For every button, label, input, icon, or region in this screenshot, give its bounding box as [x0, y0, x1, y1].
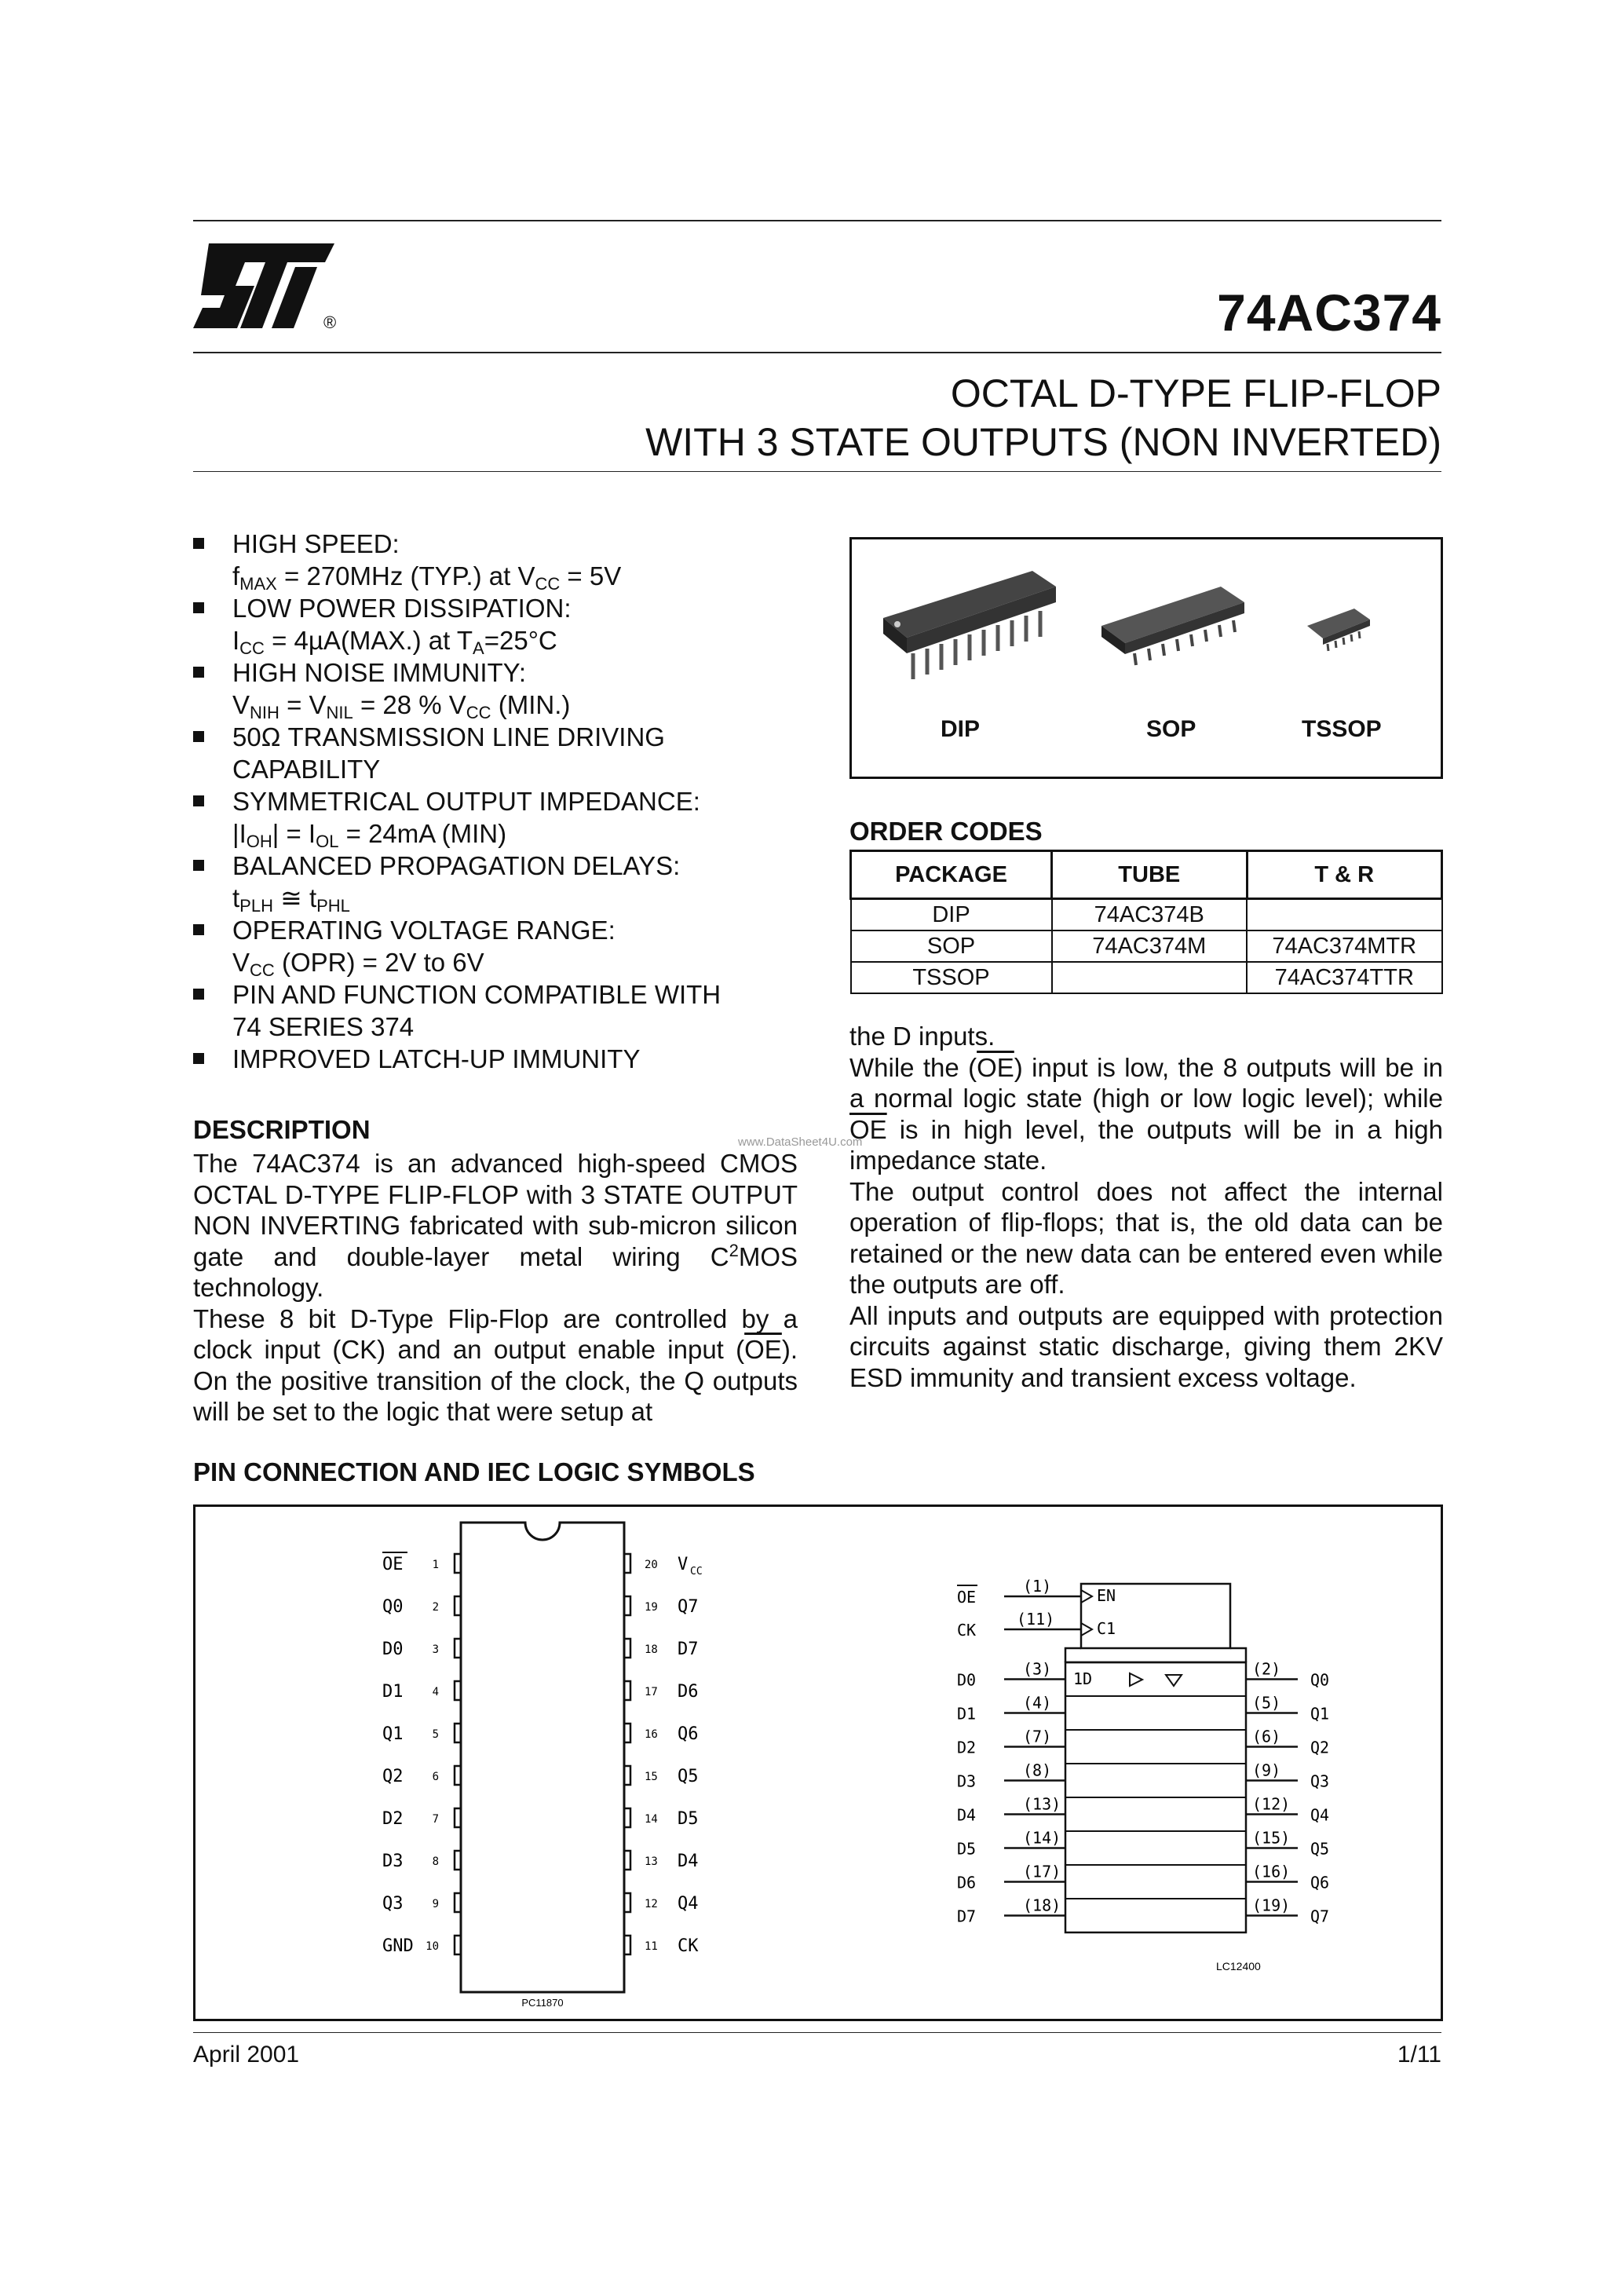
footer-date: April 2001 — [193, 2042, 300, 2067]
output-pin: (12) — [1252, 1794, 1291, 1814]
output-label: Q7 — [1310, 1907, 1330, 1926]
bullet-icon — [193, 667, 204, 678]
bullet-icon — [193, 989, 204, 1000]
pin-number: 14 — [645, 1813, 658, 1826]
pin-number: 5 — [432, 1728, 439, 1741]
pin-name: D2 — [382, 1809, 404, 1829]
table-cell: TSSOP — [851, 962, 1052, 993]
feature-item: IMPROVED LATCH-UP IMMUNITY — [193, 1043, 806, 1075]
header-rule — [193, 352, 1441, 353]
pin-number: 17 — [645, 1686, 658, 1698]
pin-number: 6 — [432, 1771, 439, 1783]
table-cell — [1052, 962, 1247, 993]
pin-name: V — [678, 1555, 689, 1574]
pin-name: GND — [382, 1936, 414, 1956]
dip-outline — [461, 1523, 624, 1992]
pin-number: 3 — [432, 1643, 439, 1656]
device-title — [645, 369, 1441, 466]
pin-number: 2 — [432, 1601, 439, 1614]
pin-number: 1 — [432, 1559, 439, 1571]
control-block-step — [1065, 1648, 1246, 1662]
input-label: D7 — [957, 1907, 977, 1926]
feature-item: HIGH SPEED: $f_{MAX} = 270MHz$ (TYP.) at $V_{CC} = 5V$ — [193, 528, 806, 592]
table-cell: 74AC374MTR — [1247, 930, 1442, 962]
c1-label: C1 — [1097, 1619, 1116, 1638]
output-label: Q2 — [1310, 1738, 1330, 1757]
output-label: Q3 — [1310, 1771, 1330, 1791]
en-label: EN — [1097, 1586, 1116, 1605]
pin-name: OE — [382, 1555, 404, 1574]
oe-pin: (1) — [1023, 1577, 1052, 1596]
registered-mark: ® — [323, 313, 337, 332]
buffer-icon — [1130, 1673, 1142, 1686]
bullet-icon — [193, 795, 204, 806]
bullet-icon — [193, 602, 204, 613]
output-pin: (16) — [1252, 1862, 1291, 1881]
table-cell: SOP — [851, 930, 1052, 962]
description-title: DESCRIPTION — [193, 1115, 371, 1144]
table-row — [851, 930, 1442, 962]
output-pin: (15) — [1252, 1828, 1291, 1848]
part-number: 74AC374 — [1217, 283, 1441, 342]
input-pin: (3) — [1023, 1659, 1052, 1679]
input-pin: (14) — [1023, 1828, 1061, 1848]
pin-number: 13 — [645, 1855, 658, 1868]
order-codes-title: ORDER CODES — [849, 817, 1043, 846]
pin-connection-title: PIN CONNECTION AND IEC LOGIC SYMBOLS — [193, 1457, 755, 1486]
pin-name: Q4 — [678, 1894, 699, 1914]
pin-name: CK — [678, 1936, 699, 1956]
pin-name: D4 — [678, 1852, 699, 1871]
pin-number: 11 — [645, 1940, 658, 1953]
pin-name: Q3 — [382, 1894, 404, 1914]
title-rule — [193, 471, 1441, 472]
input-pin: (18) — [1023, 1896, 1061, 1915]
top-rule — [193, 220, 1441, 221]
column-header: T & R — [1247, 851, 1442, 899]
feature-item: 50Ω TRANSMISSION LINE DRIVING CAPABILITY — [193, 721, 806, 785]
tssop-package-image — [1307, 609, 1370, 651]
input-label: D5 — [957, 1839, 977, 1859]
pin-name: Q7 — [678, 1597, 699, 1617]
pin-name: Q5 — [678, 1767, 699, 1786]
dip-label: DIP — [941, 716, 981, 742]
pin-name: D5 — [678, 1809, 699, 1829]
output-label: Q5 — [1310, 1839, 1330, 1859]
input-label: D0 — [957, 1670, 977, 1690]
pin-number: 20 — [645, 1559, 658, 1571]
sop-package-image — [1101, 587, 1244, 665]
table-header-row — [851, 851, 1442, 899]
feature-item: SYMMETRICAL OUTPUT IMPEDANCE: $|I_{OH}| = I_{OL} = 24mA$ (MIN) — [193, 785, 806, 850]
output-label: Q1 — [1310, 1704, 1330, 1724]
table-cell: 74AC374B — [1052, 899, 1247, 931]
pin-number: 18 — [645, 1643, 658, 1656]
dip-package-image — [883, 571, 1056, 679]
feature-item: LOW POWER DISSIPATION: $I_{CC} = 4\mu A(MAX.)$ at $T_A=25^\circ C$ — [193, 592, 806, 656]
input-label: D4 — [957, 1805, 977, 1825]
sop-label: SOP — [1146, 716, 1196, 742]
table-cell: DIP — [851, 899, 1052, 931]
ck-label: CK — [957, 1621, 977, 1640]
table-row — [851, 899, 1442, 931]
pin-name: D0 — [382, 1640, 404, 1659]
footer-rule — [193, 2032, 1441, 2033]
table-cell — [1247, 899, 1442, 931]
input-pin: (4) — [1023, 1693, 1052, 1713]
feature-item: OPERATING VOLTAGE RANGE: $V_{CC}$ (OPR) = 2V to 6V — [193, 914, 806, 978]
output-pin: (19) — [1252, 1896, 1291, 1915]
ck-pin: (11) — [1017, 1610, 1055, 1629]
pin-name: D1 — [382, 1682, 404, 1702]
bullet-icon — [193, 1053, 204, 1064]
pin-number: 15 — [645, 1771, 658, 1783]
pin-number: 19 — [645, 1601, 658, 1614]
output-label: Q6 — [1310, 1873, 1330, 1892]
feature-list — [193, 528, 806, 1075]
pin-connection-box — [193, 1504, 1443, 2021]
table-row — [851, 962, 1442, 993]
feature-item: PIN AND FUNCTION COMPATIBLE WITH 74 SERIES 374 — [193, 978, 806, 1043]
input-pin: (7) — [1023, 1727, 1052, 1746]
oe-label: OE — [957, 1588, 977, 1607]
bullet-icon — [193, 924, 204, 935]
page-number: 1/11 — [1397, 2042, 1441, 2067]
input-pin: (8) — [1023, 1760, 1052, 1780]
bullet-icon — [193, 538, 204, 549]
output-pin: (5) — [1252, 1693, 1281, 1713]
bullet-icon — [193, 731, 204, 742]
output-pin: (9) — [1252, 1760, 1281, 1780]
pin-number: 10 — [426, 1940, 439, 1953]
iec-code: LC12400 — [1216, 1960, 1261, 1972]
pin-name: Q2 — [382, 1767, 404, 1786]
input-label: D2 — [957, 1738, 977, 1757]
pin-number: 4 — [432, 1686, 439, 1698]
dip-code: PC11870 — [521, 1997, 564, 2009]
en-arrow-icon — [1081, 1590, 1092, 1603]
pin-name: Q0 — [382, 1597, 404, 1617]
description-right-column: the D inputs. While the $(\overline{OE})$ input is low, the 8 outputs will be in a normal logic state (high or low logic level); while $\overline{OE}$ is in high level, the outputs will be in a high impedance state. The output control does not affect the internal operation of flip-flops; that is, the old data can be retained or the new data can be entered even while the outputs are off. All inputs and outputs are equipped with protection circuits against static discharge, giving them 2KV ESD immunity and transient excess voltage. — [849, 1022, 1444, 1392]
pin-name: D6 — [678, 1682, 699, 1702]
output-pin: (6) — [1252, 1727, 1281, 1746]
clock-edge-icon — [1081, 1623, 1092, 1636]
d1-label: 1D — [1073, 1669, 1093, 1688]
feature-item: HIGH NOISE IMMUNITY: $V_{NIH} = V_{NIL} = 28$ % $V_{CC}$ (MIN.) — [193, 656, 806, 721]
table-cell: 74AC374TTR — [1247, 962, 1442, 993]
pin-name: D7 — [678, 1640, 699, 1659]
iec-logic-symbol — [957, 1577, 1329, 1972]
pin-name: Q1 — [382, 1724, 404, 1744]
input-label: D3 — [957, 1771, 977, 1791]
title-line-1: OCTAL D-TYPE FLIP-FLOP — [950, 371, 1441, 415]
column-header: TUBE — [1052, 851, 1247, 899]
order-codes-table — [849, 850, 1443, 994]
st-logo — [193, 236, 350, 338]
bullet-icon — [193, 860, 204, 871]
column-header: PACKAGE — [851, 851, 1052, 899]
tssop-label: TSSOP — [1302, 716, 1382, 742]
input-pin: (13) — [1023, 1794, 1061, 1814]
pin-number: 9 — [432, 1898, 439, 1910]
input-label: D6 — [957, 1873, 977, 1892]
pin-number: 7 — [432, 1813, 439, 1826]
title-line-2: WITH 3 STATE OUTPUTS (NON INVERTED) — [645, 420, 1441, 464]
pin-number: 16 — [645, 1728, 658, 1741]
watermark: www.DataSheet4U.com — [738, 1135, 863, 1149]
output-pin: (2) — [1252, 1659, 1281, 1679]
output-label: Q0 — [1310, 1670, 1330, 1690]
pin-number: 12 — [645, 1898, 658, 1910]
output-label: Q4 — [1310, 1805, 1330, 1825]
pin-number: 8 — [432, 1855, 439, 1868]
pin-diagram — [195, 1507, 1441, 2019]
description-left-column: The 74AC374 is an advanced high-speed CMOS OCTAL D-TYPE FLIP-FLOP with 3 STATE OUTPUT NON INVERTING fabricated with sub-micron silicon gate and double-layer metal wiring $C^2MOS$ technology. These 8 bit D-Type Flip-Flop are controlled by a clock input (CK) and an output enable input $(\overline{OE})$. On the positive transition of the clock, the Q outputs will be set to the logic that were setup at — [193, 1149, 798, 1426]
pin-name-sub: CC — [690, 1566, 703, 1578]
feature-item: BALANCED PROPAGATION DELAYS: $t_{PLH}$ ≅ $t_{PHL}$ — [193, 850, 806, 914]
table-cell: 74AC374M — [1052, 930, 1247, 962]
input-label: D1 — [957, 1704, 977, 1724]
pin-name: Q6 — [678, 1724, 699, 1744]
pin-name: D3 — [382, 1852, 404, 1871]
tristate-icon — [1166, 1675, 1182, 1686]
input-pin: (17) — [1023, 1862, 1061, 1881]
